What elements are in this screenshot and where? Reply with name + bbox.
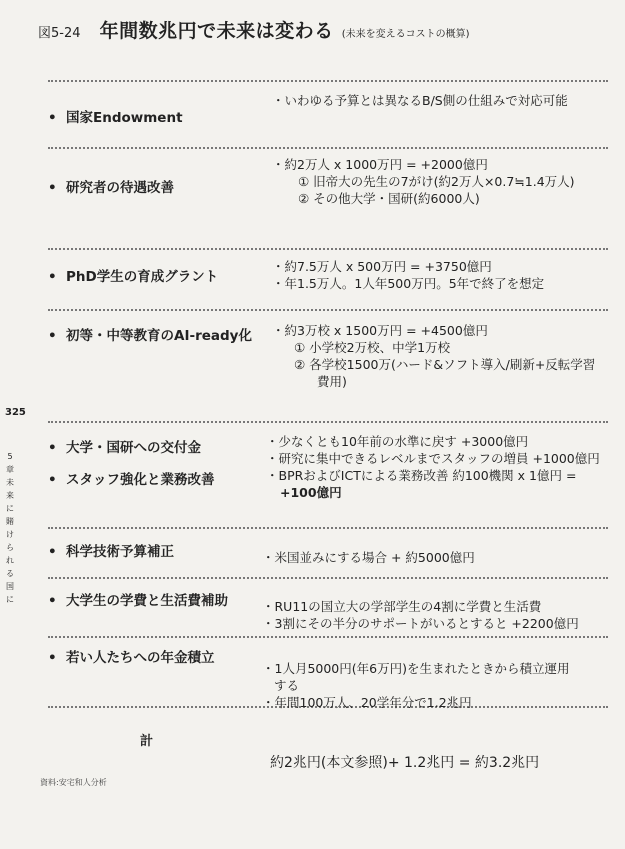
row-label-ai-ready: • 初等・中等教育のAI-ready化 — [48, 328, 252, 344]
row-desc-endowment: ・いわゆる予算とは異なるB/S側の仕組みで対応可能 — [272, 93, 568, 108]
separator — [48, 636, 608, 638]
row-desc-budget: ・米国並みにする場合 + 約5000億円 — [262, 550, 475, 565]
separator — [48, 248, 608, 250]
row-desc-ai-ready: ・約3万校 x 1500万円 = +4500億円 ① 小学校2万校、中学1万校 ② 各学校1500万(ハード&ソフト導入/刷新+反転学習 費用) — [272, 323, 596, 389]
row-label-pension: • 若い人たちへの年金積立 — [48, 650, 215, 666]
separator — [48, 421, 608, 423]
row-label-researcher: • 研究者の待遇改善 — [48, 180, 174, 196]
separator — [48, 527, 608, 529]
figure-subtitle: (未来を変えるコストの概算) — [341, 29, 470, 40]
row-label-tuition: • 大学生の学費と生活費補助 — [48, 593, 228, 609]
row-desc-researcher: ・約2万人 x 1000万円 = +2000億円 ① 旧帝大の先生の7がけ(約2万人×0.7≒1.4万人) ② その他大学・国研(約6000人) — [272, 157, 575, 206]
chapter-label: 5章 未来に賭けられる国に — [6, 452, 14, 604]
total-label: 計 — [140, 734, 154, 749]
separator — [48, 309, 608, 311]
row-desc-pension: ・1人月5000円(年6万円)を生まれたときから積立運用 する ・年間100万人、20学年分で1.2兆円 — [262, 661, 570, 710]
figure-number: 図5-24 — [38, 26, 81, 41]
separator — [48, 80, 608, 82]
row-desc-grant: ・少なくとも10年前の水準に戻す +3000億円 ・研究に集中できるレベルまでスタッフの増員 +1000億円 ・BPRおよびICTによる業務改善 約100機関 x 1億円 = +100億円 — [266, 434, 600, 500]
total-value: 約2兆円(本文参照)+ 1.2兆円 = 約3.2兆円 — [270, 755, 540, 771]
row-label-phd: • PhD学生の育成グラント — [48, 269, 219, 285]
row-desc-tuition: ・RU11の国立大の学部学生の4割に学費と生活費 ・3割にその半分のサポートがいるとすると +2200億円 — [262, 599, 579, 631]
row-label-endowment: • 国家Endowment — [48, 110, 183, 126]
row-desc-phd: ・約7.5万人 x 500万円 = +3750億円 ・年1.5万人。1人年500万円。5年で終了を想定 — [272, 259, 545, 291]
row-label-staff: • スタッフ強化と業務改善 — [48, 472, 215, 488]
figure-title-line — [38, 16, 470, 43]
page-number: 325 — [5, 407, 26, 418]
source-note: 資料:安宅和人分析 — [40, 778, 107, 787]
row-label-grant: • 大学・国研への交付金 — [48, 440, 201, 456]
figure-title: 年間数兆円で未来は変わる — [99, 20, 334, 42]
separator — [48, 577, 608, 579]
separator — [48, 147, 608, 149]
row-label-budget: • 科学技術予算補正 — [48, 544, 174, 560]
